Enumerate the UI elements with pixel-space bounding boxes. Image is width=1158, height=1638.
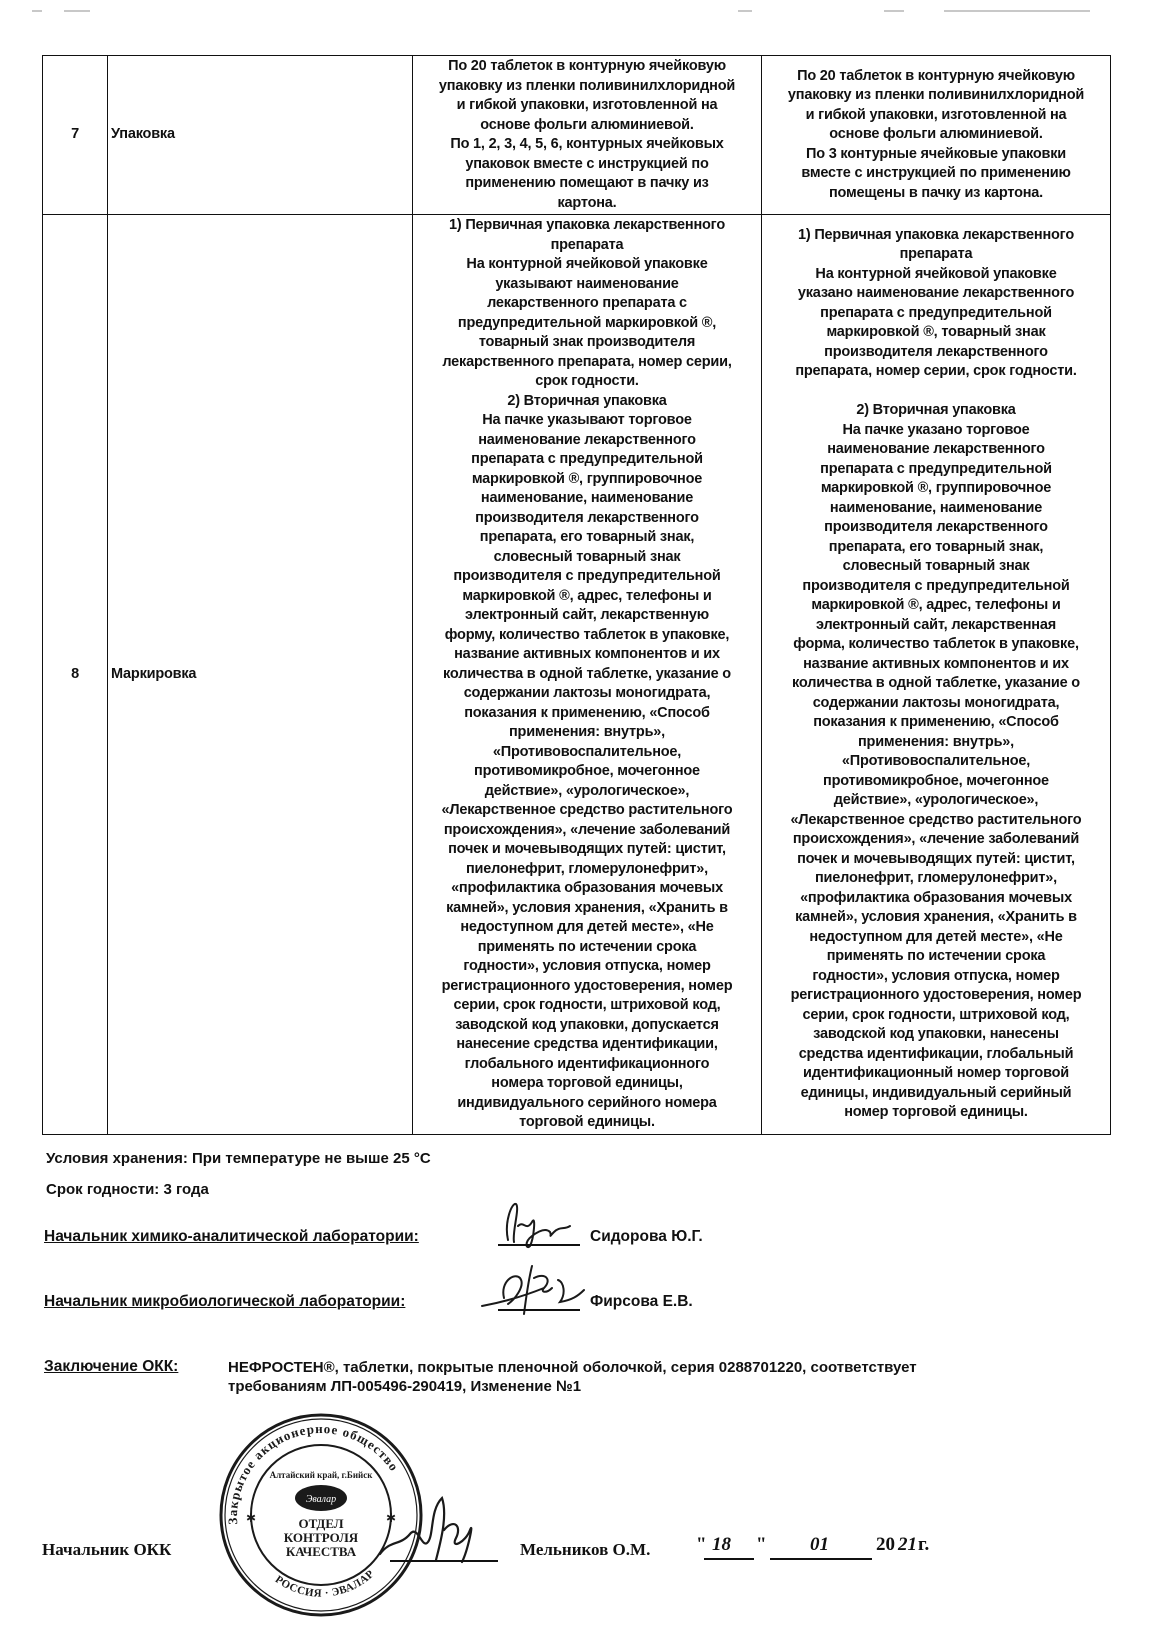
svg-text:КАЧЕСТВА: КАЧЕСТВА [285,1544,357,1559]
scan-artifact [64,10,90,12]
date-day-line [704,1558,754,1560]
svg-text:Закрытое акционерное общество: Закрытое акционерное общество [224,1421,403,1525]
requirement-cell: По 20 таблеток в контурную ячейковую упаковку из пленки поливинилхлоридной и гибкой упаковки, изготовленной на основе фольги алюминиевой. По 1, 2, 3, 4, 5, 6, контурных ячейковых упаковок вместе с инструкцией по применению помещают в пачку из картона. [413,56,762,215]
date-month-line [770,1558,872,1560]
result-cell: По 20 таблеток в контурную ячейковую упаковку из пленки поливинилхлоридной и гибкой упаковки, изготовленной на основе фольги алюминиевой. По 3 контурные ячейковые упаковки вместе с инструкцией по применению помещены в пачку из картона. [762,56,1111,215]
date-year-prefix: 20 [876,1534,895,1555]
conclusion-text: НЕФРОСТЕН®, таблетки, покрытые пленочной оболочкой, серия 0288701220, соответствует требованиям ЛП-005496-290419, Изменение №1 [228,1359,917,1395]
parameter-name: Маркировка [108,215,413,1135]
table-row [43,56,1111,215]
chemical-lab-head-name: Сидорова Ю.Г. [590,1228,703,1245]
date-day: 18 [712,1534,731,1555]
svg-text:ОТДЕЛ: ОТДЕЛ [298,1516,344,1531]
storage-conditions: Условия хранения: При температуре не выше 25 °С [46,1150,431,1167]
scan-artifact [944,10,1090,12]
row-number: 7 [43,56,108,215]
requirement-cell: 1) Первичная упаковка лекарственного препарата На контурной ячейковой упаковке указывают наименование лекарственного препарата с предупредительной маркировкой ®, товарный знак производителя лекарственного препарата, номер серии, срок годности. 2) Вторичная упаковка На пачке указывают торговое наименование лекарственного препарата с предупредительной маркировкой ®, группировочное наименование, наименование производителя лекарственного препарата, его товарный знак, словесный товарный знак производителя с предупредительной маркировкой ®, адрес, телефоны и электронный сайт, лекарственную форму, количество таблеток в упаковке, название активных компонентов и их количества в одной таблетке, указание о содержании лактозы моногидрата, показания к применению, «Способ применения: внутрь», «Противовоспалительное, противомикробное, мочегонное действие», «урологическое», «Лекарственное средство растительного происхождения», «лечение заболеваний почек и мочевыводящих путей: цистит, пиелонефрит, гломерулонефрит», «профилактика образования мочевых камней», условия хранения, «Хранить в недоступном для детей месте», «Не применять по истечении срока годности», условия отпуска, номер регистрационного удостоверения, номер серии, срок годности, штриховой код, заводской код упаковки, допускается нанесение средства идентификации, глобального идентификационного номера торговой единицы, индивидуального серийного номера торговой единицы. [413,215,762,1135]
okk-head-title: Начальник ОКК [42,1540,172,1559]
svg-text:РОССИЯ · ЭВАЛАР: РОССИЯ · ЭВАЛАР [272,1567,377,1600]
date-close-quote: " [756,1534,767,1555]
handwritten-signature [370,1490,490,1570]
conclusion-label: Заключение ОКК: [44,1358,179,1375]
svg-text:✱: ✱ [246,1511,257,1525]
svg-text:КОНТРОЛЯ: КОНТРОЛЯ [283,1530,359,1545]
microbiology-lab-head-title: Начальник микробиологической лаборатории: [44,1293,406,1310]
result-cell: 1) Первичная упаковка лекарственного препарата На контурной ячейковой упаковке указано наименование лекарственного препарата с предупредительной маркировкой ®, товарный знак производителя лекарственного препарата, номер серии, срок годности. 2) Вторичная упаковка На пачке указано торговое наименование лекарственного препарата с предупредительной маркировкой ®, группировочное наименование, наименование производителя лекарственного препарата, его товарный знак, словесный товарный знак производителя с предупредительной маркировкой ®, адрес, телефоны и электронный сайт, лекарственная форма, количество таблеток в упаковке, название активных компонентов и их количества в одной таблетке, указание о содержании лактозы моногидрата, показания к применению, «Способ применения: внутрь», «Противовоспалительное, противомикробное, мочегонное действие», «урологическое», «Лекарственное средство растительного происхождения», «лечение заболеваний почек и мочевыводящих путей: цистит, пиелонефрит, гломерулонефрит», «профилактика образования мочевых камней», условия хранения, «Хранить в недоступном для детей месте», «Не применять по истечении срока годности», условия отпуска, номер регистрационного удостоверения, номер серии, срок годности, штриховой код, заводской код упаковки, нанесены средства идентификации, глобальный идентификационный номер торговой единицы, индивидуальный серийный номер торговой единицы. [762,215,1111,1135]
svg-text:✱: ✱ [386,1511,397,1525]
date-suffix: г. [918,1534,930,1555]
chemical-lab-head-title: Начальник химико-аналитической лаборатории: [44,1228,419,1245]
parameter-name: Упаковка [108,56,413,215]
date-month: 01 [810,1534,829,1555]
table-row [43,215,1111,1135]
row-number: 8 [43,215,108,1135]
svg-text:Алтайский край, г.Бийск: Алтайский край, г.Бийск [269,1470,373,1480]
svg-text:Эвалар: Эвалар [305,1494,337,1505]
signature-line [498,1309,580,1311]
signature-line [390,1560,498,1562]
date-open-quote: " [696,1534,707,1555]
specification-table [42,55,1111,1135]
shelf-life: Срок годности: 3 года [46,1181,209,1198]
microbiology-lab-head-name: Фирсова Е.В. [590,1293,693,1310]
date-year-suffix: 21 [898,1534,917,1555]
scan-artifact [738,10,752,12]
signature-line [498,1244,580,1246]
scan-artifact [884,10,904,12]
handwritten-signature [490,1192,590,1252]
scan-artifact [32,10,42,12]
okk-head-name: Мельников О.М. [520,1540,651,1559]
